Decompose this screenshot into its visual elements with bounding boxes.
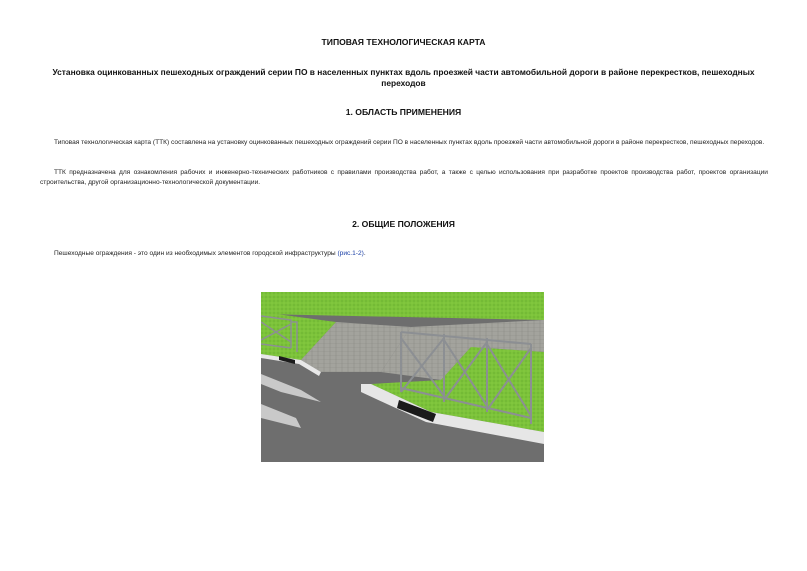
- section-2-heading: 2. ОБЩИЕ ПОЛОЖЕНИЯ: [352, 219, 455, 229]
- document-title: ТИПОВАЯ ТЕХНОЛОГИЧЕСКАЯ КАРТА: [321, 37, 486, 47]
- document-subtitle: Установка оцинкованных пешеходных ограждений серии ПО в населенных пунктах вдоль проезжей части автомобильной дороги в районе перекрестков, пешеходных переходов: [52, 67, 755, 88]
- figure-reference-link[interactable]: (рис.1-2): [337, 250, 364, 257]
- section-2-paragraph-text: Пешеходные ограждения - это один из необходимых элементов городской инфраструктуры: [54, 250, 338, 257]
- section-1-paragraph-2: ТТК предназначена для ознакомления рабочих и инженерно-технических работников с правилами производства работ, а также с целью использования при разработке проектов производства работ, проектов организации строительства, другой организационно-технологической документации.: [40, 169, 768, 186]
- section-2-paragraph-end: .: [363, 250, 366, 257]
- section-2-paragraph: [40, 249, 768, 259]
- pedestrian-fence-illustration: [261, 292, 544, 462]
- fence-render-svg: [261, 292, 544, 462]
- section-1-paragraph-1: Типовая технологическая карта (ТТК) составлена на установку оцинкованных пешеходных ограждений серии ПО в населенных пунктах вдоль проезжей части автомобильной дороги в районе перекрестков, пешеходных переходов.: [54, 139, 765, 146]
- section-1-heading: 1. ОБЛАСТЬ ПРИМЕНЕНИЯ: [345, 107, 462, 117]
